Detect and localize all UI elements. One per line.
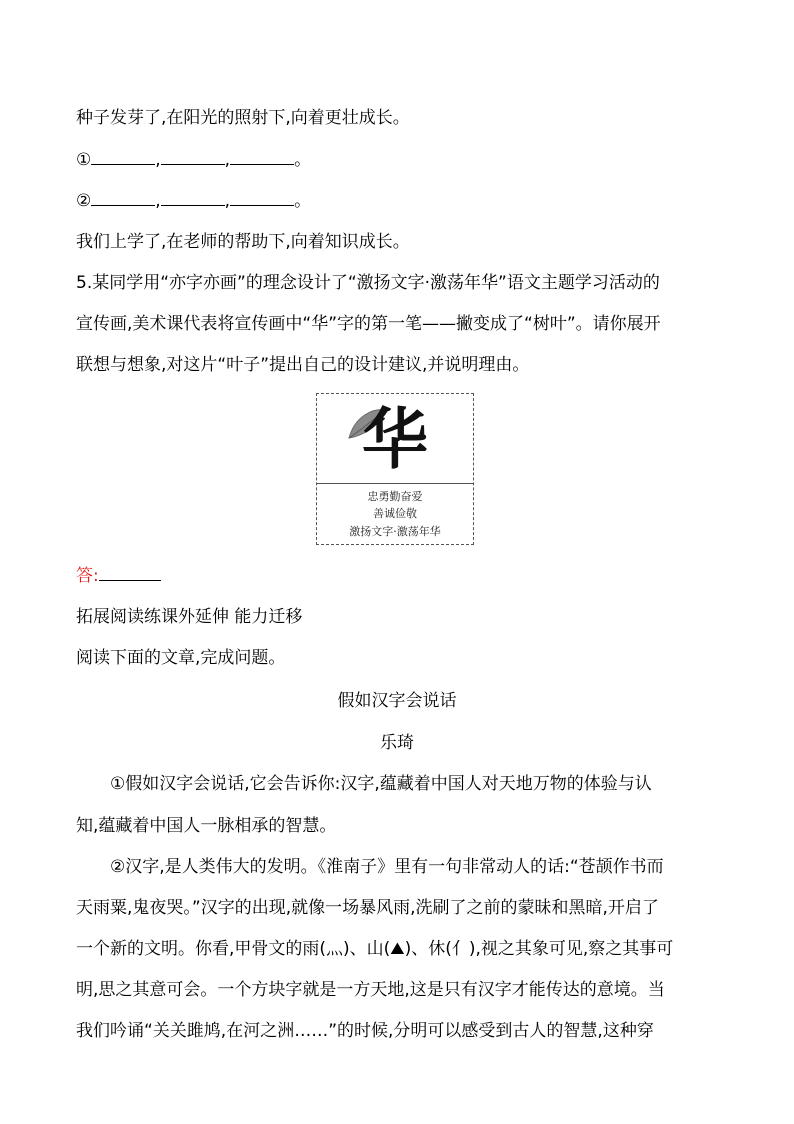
sentence-line-school: 我们上学了,在老师的帮助下,向着知识成长。 [76,232,410,252]
blank-line[interactable] [91,150,155,165]
question-5-line-3: 联想与想象,对这片“叶子”提出自己的设计建议,并说明理由。 [76,355,530,375]
poster-caption-2: 善诚俭敬 [373,507,417,520]
blank-line[interactable] [161,191,225,206]
row-number: ① [76,150,92,170]
article-author: 乐琦 [380,733,414,753]
fill-blank-row-1: ① , , 。 [76,150,312,170]
paragraph-2-line-3: 一个新的文明。你看,甲骨文的雨(⺣)、山(⛰)、休(⺅),视之其象可见,察之其事可 [76,939,674,959]
poster-divider [317,483,473,484]
paragraph-1-line-1: ①假如汉字会说话,它会告诉你:汉字,蕴藏着中国人对天地万物的体验与认 [110,774,652,794]
blank-line[interactable] [230,150,294,165]
section-heading: 拓展阅读练课外延伸 能力迁移 [76,607,303,627]
question-5-line-1: 5.某同学用“亦字亦画”的理念设计了“激扬文字·激荡年华”语文主题学习活动的 [76,273,660,293]
blank-line[interactable] [161,150,225,165]
paragraph-2-line-2: 天雨粟,鬼夜哭。”汉字的出现,就像一场暴风雨,洗刷了之前的蒙昧和黑暗,开启了 [76,898,659,918]
poster-image [316,393,474,545]
answer-row [76,564,161,588]
answer-blank[interactable] [99,566,161,581]
blank-line[interactable] [91,191,155,206]
paragraph-2-line-4: 明,思之其意可会。一个方块字就是一方天地,这是只有汉字才能传达的意境。当 [76,980,665,1000]
article-title: 假如汉字会说话 [337,691,457,711]
row-number: ② [76,191,92,211]
poster-character: 华 [362,400,428,478]
fill-blank-row-2: ② , , 。 [76,191,312,211]
paragraph-2-line-5: 我们吟诵“关关雎鸠,在河之洲……”的时候,分明可以感受到古人的智慧,这种穿 [76,1021,654,1041]
blank-line[interactable] [230,191,294,206]
question-5-line-2: 宣传画,美术课代表将宣传画中“华”字的第一笔——撇变成了“树叶”。请你展开 [76,314,661,334]
poster-caption-1: 忠勇勤奋爱 [367,490,423,503]
sentence-line-seed: 种子发芽了,在阳光的照射下,向着更壮成长。 [76,108,410,128]
poster-caption-3: 激扬文字·激荡年华 [349,525,441,538]
answer-label: 答: [76,566,99,586]
paragraph-2-line-1: ②汉字,是人类伟大的发明。《淮南子》里有一句非常动人的话:“苍颉作书而 [110,857,664,877]
paragraph-1-line-2: 知,蕴藏着中国人一脉相承的智慧。 [76,816,337,836]
reading-instruction: 阅读下面的文章,完成问题。 [76,648,286,668]
